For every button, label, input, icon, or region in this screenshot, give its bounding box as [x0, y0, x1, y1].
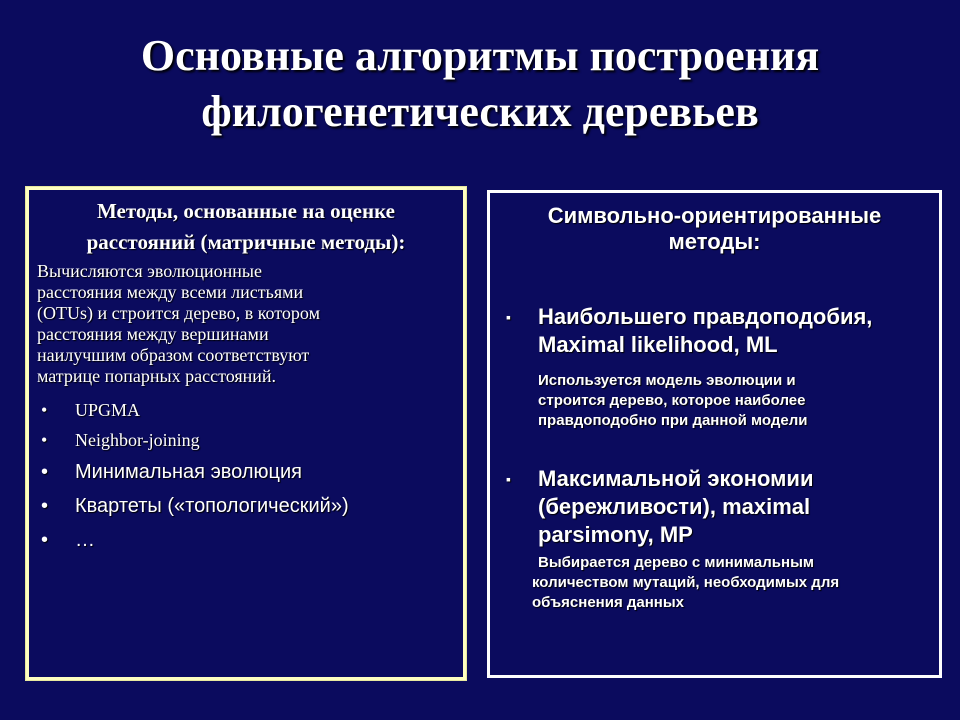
list-item-label: Neighbor-joining	[75, 430, 200, 450]
item-title-line: Максимальной экономии	[538, 466, 814, 491]
slide-title	[0, 28, 960, 140]
square-bullet-icon: ▪	[506, 471, 511, 487]
max-likelihood-item	[498, 303, 931, 359]
slide-title-line-1: Основные алгоритмы построения	[140, 31, 820, 80]
bullet-icon: •	[41, 529, 49, 551]
description-line: Используется модель эволюции и	[538, 372, 796, 389]
description-line: наилучшим образом соответствуют	[37, 345, 310, 365]
description-line: матрице попарных расстояний.	[37, 366, 277, 386]
square-bullet-icon: ▪	[506, 309, 511, 325]
distance-methods-heading	[37, 196, 455, 258]
list-item	[41, 523, 455, 557]
bullet-icon: •	[41, 495, 49, 517]
list-item	[41, 425, 455, 455]
item-title-line: (бережливости), maximal	[538, 494, 811, 519]
description-line: правдоподобно при данной модели	[538, 412, 808, 429]
list-item	[41, 395, 455, 425]
spacer	[498, 255, 931, 303]
list-item-label: Минимальная эволюция	[75, 461, 302, 483]
bullet-icon: •	[41, 461, 49, 483]
description-line: расстояния между всеми листьями	[37, 282, 304, 302]
slide-title-line-2: филогенетических деревьев	[201, 87, 759, 136]
max-parsimony-item	[498, 465, 931, 549]
item-title-line: parsimony, MP	[538, 522, 693, 547]
distance-heading-line-1: Методы, основанные на оценке	[97, 199, 395, 223]
list-item-label: UPGMA	[75, 400, 141, 420]
character-heading-line-2: методы:	[668, 229, 761, 254]
list-item-label: Квартеты («топологический»)	[75, 495, 349, 517]
list-item	[41, 455, 455, 489]
distance-methods-list	[37, 395, 455, 557]
max-parsimony-description	[498, 553, 931, 613]
distance-methods-panel	[26, 187, 466, 680]
description-line: расстояния между вершинами	[37, 324, 269, 344]
list-item-label: …	[75, 529, 95, 551]
description-line: объяснения данных	[532, 594, 684, 611]
character-methods-heading	[498, 203, 931, 255]
description-line: строится дерево, которое наиболее	[538, 392, 806, 409]
description-line: количеством мутаций, необходимых для	[532, 574, 840, 591]
bullet-icon: •	[41, 430, 48, 450]
item-title-line: Наибольшего правдоподобия,	[538, 304, 873, 329]
item-title-line: Maximal likelihood, ML	[538, 332, 778, 357]
spacer	[498, 431, 931, 465]
list-item	[41, 489, 455, 523]
character-heading-line-1: Символьно-ориентированные	[547, 203, 882, 228]
description-line: Выбирается дерево с минимальным	[538, 554, 814, 571]
distance-methods-description	[37, 261, 455, 387]
description-line: (OTUs) и строится дерево, в котором	[37, 303, 320, 323]
description-line: Вычисляются эволюционные	[37, 261, 263, 281]
bullet-icon: •	[41, 400, 48, 420]
distance-heading-line-2: расстояний (матричные методы):	[86, 230, 406, 254]
character-methods-panel	[487, 190, 942, 678]
max-likelihood-description	[498, 371, 931, 431]
